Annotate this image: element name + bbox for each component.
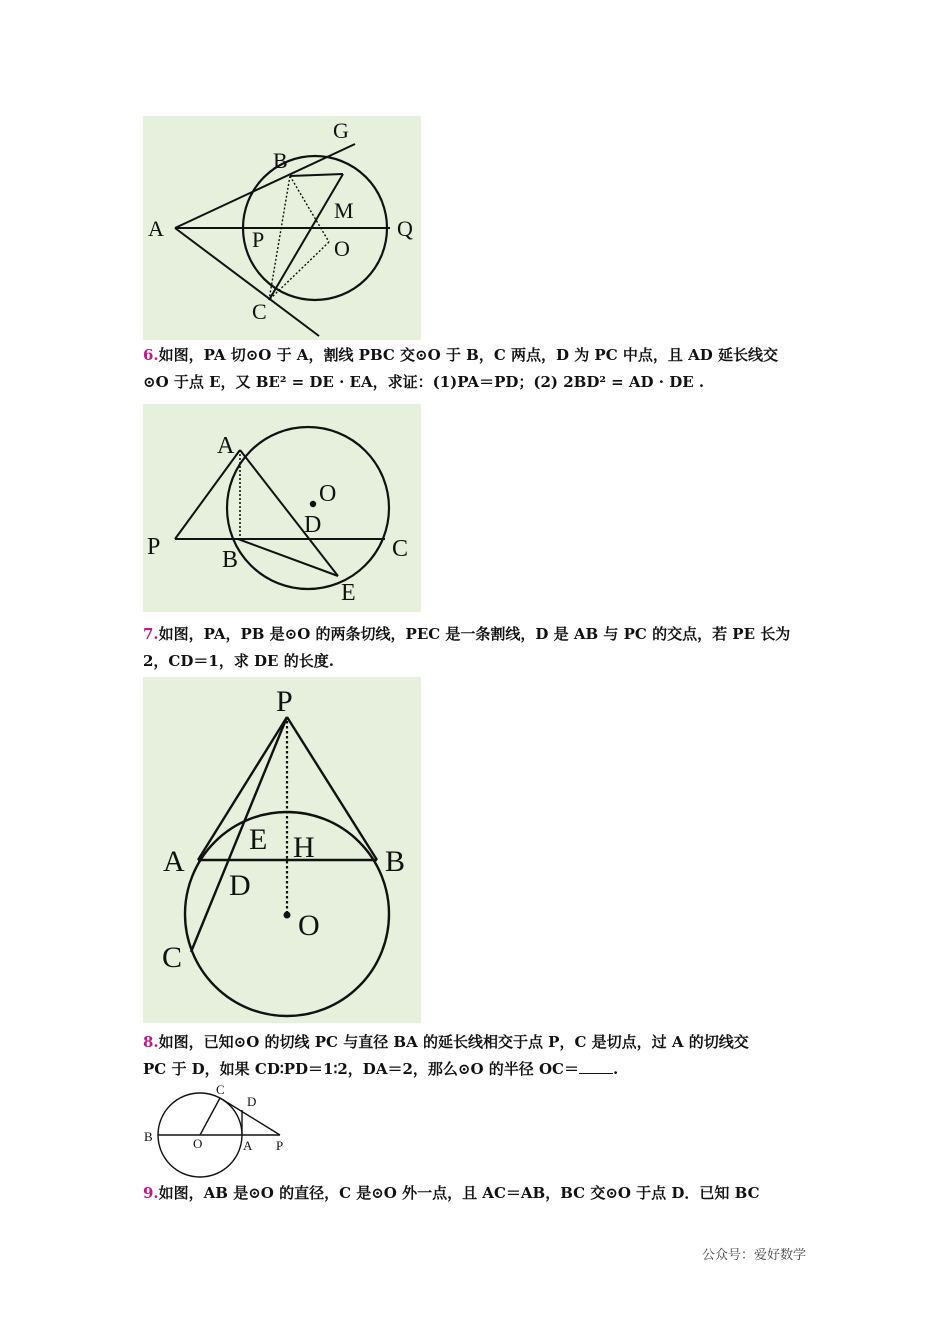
problem-text: 如图，已知⊙O 的切线 PC 与直径 BA 的延长线相交于点 P，C 是切点，过 A 的切线交: [158, 1033, 749, 1051]
problem-text: 如图，AB 是⊙O 的直径，C 是⊙O 外一点，且 AC＝AB，BC 交⊙O 于点 D．已知 BC: [158, 1184, 760, 1202]
figure-problem-6: [143, 404, 421, 612]
problem-6: [143, 342, 823, 396]
point-label: C: [252, 299, 267, 324]
point-label: O: [298, 909, 320, 942]
point-label: O: [319, 481, 337, 507]
point-label: G: [333, 118, 349, 143]
point-label: A: [243, 1138, 253, 1153]
point-label: P: [276, 685, 293, 718]
point-label: C: [162, 941, 183, 974]
point-label: O: [193, 1136, 203, 1151]
problem-number: 7.: [143, 625, 159, 643]
point-label: P: [147, 534, 161, 560]
point-label: E: [341, 580, 356, 606]
point-label: E: [249, 823, 268, 856]
problem-text: PC 于 D，如果 CD∶PD＝1∶2，DA＝2，那么⊙O 的半径 OC＝: [143, 1060, 579, 1078]
point-label: A: [217, 433, 235, 459]
answer-blank: [579, 1059, 613, 1074]
point-label: P: [252, 227, 265, 252]
point-label: D: [247, 1094, 257, 1109]
problem-7: [143, 621, 823, 675]
problem-text: 如图，PA 切⊙O 于 A，割线 PBC 交⊙O 于 B，C 两点，D 为 PC 中点，且 AD 延长线交: [158, 346, 778, 364]
point-label: P: [276, 1138, 284, 1153]
point-label: Q: [397, 216, 413, 241]
point-label: B: [385, 845, 406, 878]
figure-problem-7: [143, 677, 421, 1023]
point-label: M: [334, 198, 354, 223]
figure-1-svg: [143, 116, 421, 340]
point-label: B: [144, 1129, 153, 1144]
point-label: O: [334, 236, 350, 261]
problem-8: [143, 1029, 823, 1083]
point-label: H: [293, 831, 315, 864]
problem-number: 6.: [143, 346, 159, 364]
problem-number: 9.: [143, 1184, 159, 1202]
figure-problem-8: [140, 1080, 300, 1178]
point-label: A: [148, 216, 164, 241]
point-label: A: [163, 845, 185, 878]
problem-text: 如图，PA，PB 是⊙O 的两条切线，PEC 是一条割线，D 是 AB 与 PC 的交点，若 PE 长为: [158, 625, 791, 643]
point-label: C: [216, 1082, 225, 1097]
point-label: B: [222, 547, 239, 573]
figure-tangent-secant-1: [143, 116, 421, 340]
problem-text: ⊙O 于点 E，又 BE² = DE · EA，求证：(1)PA＝PD；(2) 2BD² = AD · DE .: [143, 373, 705, 391]
problem-number: 8.: [143, 1033, 159, 1051]
footer-credit: 公众号：爱好数学: [701, 1248, 806, 1263]
point-label: C: [392, 536, 409, 562]
problem-text: .: [612, 1060, 619, 1078]
point-label: D: [304, 512, 322, 538]
figure-8-svg: [140, 1080, 300, 1178]
point-label: D: [229, 869, 251, 902]
problem-9: [143, 1180, 823, 1207]
problem-text: 2，CD＝1，求 DE 的长度.: [143, 652, 334, 670]
point-label: B: [273, 148, 288, 173]
figure-6-svg: [143, 404, 421, 612]
figure-7-svg: [143, 677, 421, 1023]
